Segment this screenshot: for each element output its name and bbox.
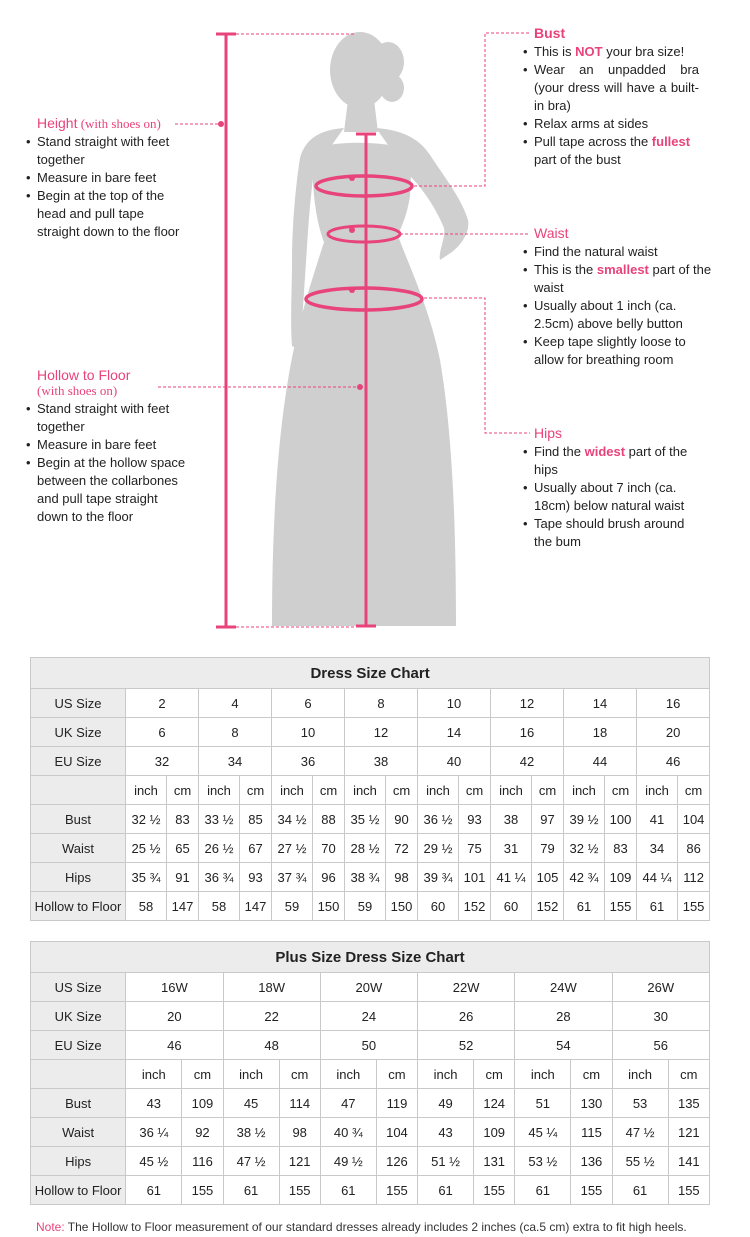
unit-inch: inch [223,1060,279,1089]
waist-instructions [523,224,728,369]
eu-size-value: 50 [320,1031,417,1060]
hips-inch-value: 45 ½ [126,1147,182,1176]
bust-inch-value: 41 [637,805,678,834]
table-row [31,747,710,776]
waist-label: Waist [31,834,126,863]
hollow-inch-value: 61 [320,1176,376,1205]
bust-cm-value: 130 [571,1089,612,1118]
note-text: The Hollow to Floor measurement of our standard dresses already includes 2 inches (ca.5 cm) extra to fit high heels. [64,1220,687,1234]
hips-cm-value: 121 [279,1147,320,1176]
uk-size-value: 22 [223,1002,320,1031]
us-size-label: US Size [31,689,126,718]
unit-inch: inch [126,1060,182,1089]
bust-inch-value: 53 [612,1089,668,1118]
us-size-value: 2 [126,689,199,718]
bust-inch-value: 43 [126,1089,182,1118]
unit-cm: cm [532,776,564,805]
hips-cm-value: 98 [386,863,418,892]
waist-inch-value: 45 ¼ [515,1118,571,1147]
us-size-value: 4 [199,689,272,718]
waist-cm-value: 115 [571,1118,612,1147]
note-label: Note: [36,1220,65,1234]
unit-inch: inch [345,776,386,805]
hollow-inch-value: 58 [199,892,240,921]
waist-cm-value: 121 [668,1118,709,1147]
hollow-item: • Measure in bare feet [26,436,186,454]
bust-item: • Pull tape across the fullest part of the bust [523,133,699,169]
bust-inch-value: 36 ½ [418,805,459,834]
bust-item: • Wear an unpadded bra (your dress will have a built-in bra) [523,61,699,115]
us-size-value: 20W [320,973,417,1002]
hollow-item: • Stand straight with feet together [26,400,186,436]
height-item: • Measure in bare feet [26,169,186,187]
eu-size-value: 38 [345,747,418,776]
table-row [31,718,710,747]
hips-inch-value: 41 ¼ [491,863,532,892]
unit-inch: inch [637,776,678,805]
hollow-cm-value: 147 [167,892,199,921]
hollow-label: Hollow to Floor [31,892,126,921]
hollow-inch-value: 61 [418,1176,474,1205]
waist-cm-value: 79 [532,834,564,863]
us-size-value: 10 [418,689,491,718]
waist-inch-value: 40 ¾ [320,1118,376,1147]
eu-size-value: 44 [564,747,637,776]
uk-size-label: UK Size [31,718,126,747]
uk-size-value: 16 [491,718,564,747]
eu-size-label: EU Size [31,747,126,776]
hips-cm-value: 109 [605,863,637,892]
hips-cm-value: 93 [240,863,272,892]
table-row [31,834,710,863]
bust-inch-value: 45 [223,1089,279,1118]
table-row [31,1089,710,1118]
hollow-cm-value: 155 [605,892,637,921]
hips-inch-value: 47 ½ [223,1147,279,1176]
uk-size-value: 20 [637,718,710,747]
waist-inch-value: 27 ½ [272,834,313,863]
unit-row-blank [31,1060,126,1089]
table-row [31,892,710,921]
table-row [31,1060,710,1089]
bust-cm-value: 83 [167,805,199,834]
hollow-inch-value: 59 [345,892,386,921]
unit-cm: cm [376,1060,417,1089]
waist-cm-value: 70 [313,834,345,863]
eu-size-value: 52 [418,1031,515,1060]
eu-size-value: 46 [637,747,710,776]
unit-cm: cm [167,776,199,805]
hips-inch-value: 53 ½ [515,1147,571,1176]
hips-inch-value: 37 ¾ [272,863,313,892]
uk-size-value: 20 [126,1002,223,1031]
hips-item: • Tape should brush around the bum [523,515,705,551]
hollow-inch-value: 61 [515,1176,571,1205]
bust-inch-value: 35 ½ [345,805,386,834]
bust-cm-value: 85 [240,805,272,834]
eu-size-label: EU Size [31,1031,126,1060]
bust-cm-value: 97 [532,805,564,834]
waist-inch-value: 28 ½ [345,834,386,863]
hips-cm-value: 126 [376,1147,417,1176]
waist-item: • Usually about 1 inch (ca. 2.5cm) above belly button [523,297,704,333]
bust-cm-value: 90 [386,805,418,834]
hips-inch-value: 36 ¾ [199,863,240,892]
hollow-title: Hollow to Floor [37,367,131,383]
hips-instructions [523,424,705,551]
table-row [31,689,710,718]
waist-cm-value: 98 [279,1118,320,1147]
bust-inch-value: 39 ½ [564,805,605,834]
bust-cm-value: 88 [313,805,345,834]
bust-cm-value: 119 [376,1089,417,1118]
eu-size-value: 48 [223,1031,320,1060]
uk-size-value: 30 [612,1002,710,1031]
plus-size-chart [30,941,710,1205]
hips-cm-value: 91 [167,863,199,892]
bust-item: • This is NOT your bra size! [523,43,699,61]
chart-title: Plus Size Dress Size Chart [31,942,710,973]
table-row [31,1118,710,1147]
hips-cm-value: 116 [182,1147,223,1176]
hollow-item: • Begin at the hollow space between the collarbones and pull tape straight down to the floor [26,454,186,526]
dress-size-chart [30,657,710,921]
unit-cm: cm [459,776,491,805]
waist-cm-value: 72 [386,834,418,863]
eu-size-value: 46 [126,1031,223,1060]
hips-item: • Usually about 7 inch (ca. 18cm) below natural waist [523,479,705,515]
waist-item: • Keep tape slightly loose to allow for breathing room [523,333,704,369]
hips-cm-value: 105 [532,863,564,892]
hollow-inch-value: 61 [126,1176,182,1205]
hips-inch-value: 55 ½ [612,1147,668,1176]
hollow-inch-value: 60 [418,892,459,921]
height-instructions [26,114,186,241]
bust-inch-value: 33 ½ [199,805,240,834]
eu-size-value: 54 [515,1031,612,1060]
uk-size-value: 28 [515,1002,612,1031]
uk-size-value: 26 [418,1002,515,1031]
hips-label: Hips [31,1147,126,1176]
uk-size-value: 18 [564,718,637,747]
hollow-cm-value: 155 [668,1176,709,1205]
uk-size-value: 10 [272,718,345,747]
us-size-value: 24W [515,973,612,1002]
bust-inch-value: 47 [320,1089,376,1118]
hollow-instructions [26,366,186,526]
table-row [31,973,710,1002]
unit-cm: cm [182,1060,223,1089]
height-item: • Stand straight with feet together [26,133,186,169]
silhouette [272,32,468,626]
hollow-inch-value: 61 [637,892,678,921]
waist-cm-value: 92 [182,1118,223,1147]
unit-inch: inch [418,1060,474,1089]
hollow-cm-value: 155 [279,1176,320,1205]
hollow-cm-value: 155 [182,1176,223,1205]
unit-cm: cm [279,1060,320,1089]
eu-size-value: 42 [491,747,564,776]
hips-cm-value: 141 [668,1147,709,1176]
waist-cm-value: 86 [678,834,710,863]
waist-cm-value: 65 [167,834,199,863]
table-row [31,1002,710,1031]
hips-inch-value: 38 ¾ [345,863,386,892]
waist-label: Waist [31,1118,126,1147]
hollow-cm-value: 155 [571,1176,612,1205]
waist-inch-value: 47 ½ [612,1118,668,1147]
unit-inch: inch [491,776,532,805]
hips-inch-value: 44 ¼ [637,863,678,892]
hollow-inch-value: 61 [564,892,605,921]
us-size-value: 8 [345,689,418,718]
unit-inch: inch [272,776,313,805]
uk-size-value: 6 [126,718,199,747]
height-title: Height [37,115,78,131]
table-row [31,776,710,805]
uk-size-value: 12 [345,718,418,747]
height-subtitle: (with shoes on) [77,116,161,131]
waist-inch-value: 36 ¼ [126,1118,182,1147]
hollow-label: Hollow to Floor [31,1176,126,1205]
bust-label: Bust [31,1089,126,1118]
us-size-value: 26W [612,973,710,1002]
waist-inch-value: 43 [418,1118,474,1147]
hips-cm-value: 131 [474,1147,515,1176]
footnote [36,1220,687,1234]
hips-cm-value: 101 [459,863,491,892]
bust-cm-value: 114 [279,1089,320,1118]
hollow-subtitle: (with shoes on) [37,383,118,398]
waist-inch-value: 38 ½ [223,1118,279,1147]
eu-size-value: 32 [126,747,199,776]
eu-size-value: 56 [612,1031,710,1060]
us-size-value: 18W [223,973,320,1002]
waist-inch-value: 25 ½ [126,834,167,863]
hollow-inch-value: 59 [272,892,313,921]
waist-item: • Find the natural waist [523,243,728,261]
hollow-inch-value: 61 [223,1176,279,1205]
hips-item: • Find the widest part of the hips [523,443,705,479]
unit-inch: inch [199,776,240,805]
bust-item: • Relax arms at sides [523,115,699,133]
hollow-inch-value: 61 [612,1176,668,1205]
unit-cm: cm [571,1060,612,1089]
uk-size-label: UK Size [31,1002,126,1031]
height-item: • Begin at the top of the head and pull tape straight down to the floor [26,187,186,241]
us-size-value: 22W [418,973,515,1002]
uk-size-value: 8 [199,718,272,747]
bust-cm-value: 104 [678,805,710,834]
unit-cm: cm [605,776,637,805]
unit-cm: cm [386,776,418,805]
waist-inch-value: 31 [491,834,532,863]
hollow-cm-value: 150 [313,892,345,921]
hollow-cm-value: 152 [459,892,491,921]
waist-title: Waist [534,225,569,241]
hollow-inch-value: 58 [126,892,167,921]
unit-cm: cm [240,776,272,805]
hips-inch-value: 51 ½ [418,1147,474,1176]
unit-inch: inch [320,1060,376,1089]
unit-inch: inch [515,1060,571,1089]
eu-size-value: 36 [272,747,345,776]
hollow-cm-value: 155 [376,1176,417,1205]
unit-cm: cm [474,1060,515,1089]
bust-title: Bust [534,25,566,41]
hollow-inch-value: 60 [491,892,532,921]
hips-cm-value: 136 [571,1147,612,1176]
bust-cm-value: 109 [182,1089,223,1118]
table-row [31,1031,710,1060]
unit-cm: cm [313,776,345,805]
unit-row-blank [31,776,126,805]
waist-inch-value: 29 ½ [418,834,459,863]
bust-cm-value: 135 [668,1089,709,1118]
waist-cm-value: 67 [240,834,272,863]
table-row [31,1147,710,1176]
bust-inch-value: 51 [515,1089,571,1118]
us-size-value: 16 [637,689,710,718]
hips-cm-value: 112 [678,863,710,892]
bust-inch-value: 32 ½ [126,805,167,834]
eu-size-value: 34 [199,747,272,776]
bust-inch-value: 49 [418,1089,474,1118]
bust-instructions [523,24,699,169]
table-row [31,1176,710,1205]
hollow-cm-value: 150 [386,892,418,921]
uk-size-value: 24 [320,1002,417,1031]
uk-size-value: 14 [418,718,491,747]
us-size-value: 6 [272,689,345,718]
unit-inch: inch [564,776,605,805]
hollow-cm-value: 155 [678,892,710,921]
hips-inch-value: 49 ½ [320,1147,376,1176]
waist-inch-value: 34 [637,834,678,863]
waist-cm-value: 75 [459,834,491,863]
bust-label: Bust [31,805,126,834]
bust-cm-value: 124 [474,1089,515,1118]
eu-size-value: 40 [418,747,491,776]
bust-inch-value: 38 [491,805,532,834]
hips-cm-value: 96 [313,863,345,892]
waist-inch-value: 26 ½ [199,834,240,863]
hips-inch-value: 35 ¾ [126,863,167,892]
hips-title: Hips [534,425,563,441]
waist-item: • This is the smallest part of the waist [523,261,728,297]
hips-inch-value: 42 ¾ [564,863,605,892]
bust-cm-value: 93 [459,805,491,834]
hips-label: Hips [31,863,126,892]
bust-inch-value: 34 ½ [272,805,313,834]
unit-cm: cm [668,1060,709,1089]
table-row [31,805,710,834]
unit-inch: inch [612,1060,668,1089]
us-size-value: 16W [126,973,223,1002]
waist-inch-value: 32 ½ [564,834,605,863]
unit-inch: inch [418,776,459,805]
waist-cm-value: 104 [376,1118,417,1147]
waist-cm-value: 109 [474,1118,515,1147]
table-row [31,863,710,892]
hips-inch-value: 39 ¾ [418,863,459,892]
us-size-value: 14 [564,689,637,718]
us-size-value: 12 [491,689,564,718]
hollow-cm-value: 155 [474,1176,515,1205]
unit-inch: inch [126,776,167,805]
hollow-cm-value: 147 [240,892,272,921]
unit-cm: cm [678,776,710,805]
hollow-cm-value: 152 [532,892,564,921]
waist-cm-value: 83 [605,834,637,863]
chart-title: Dress Size Chart [31,658,710,689]
bust-cm-value: 100 [605,805,637,834]
us-size-label: US Size [31,973,126,1002]
